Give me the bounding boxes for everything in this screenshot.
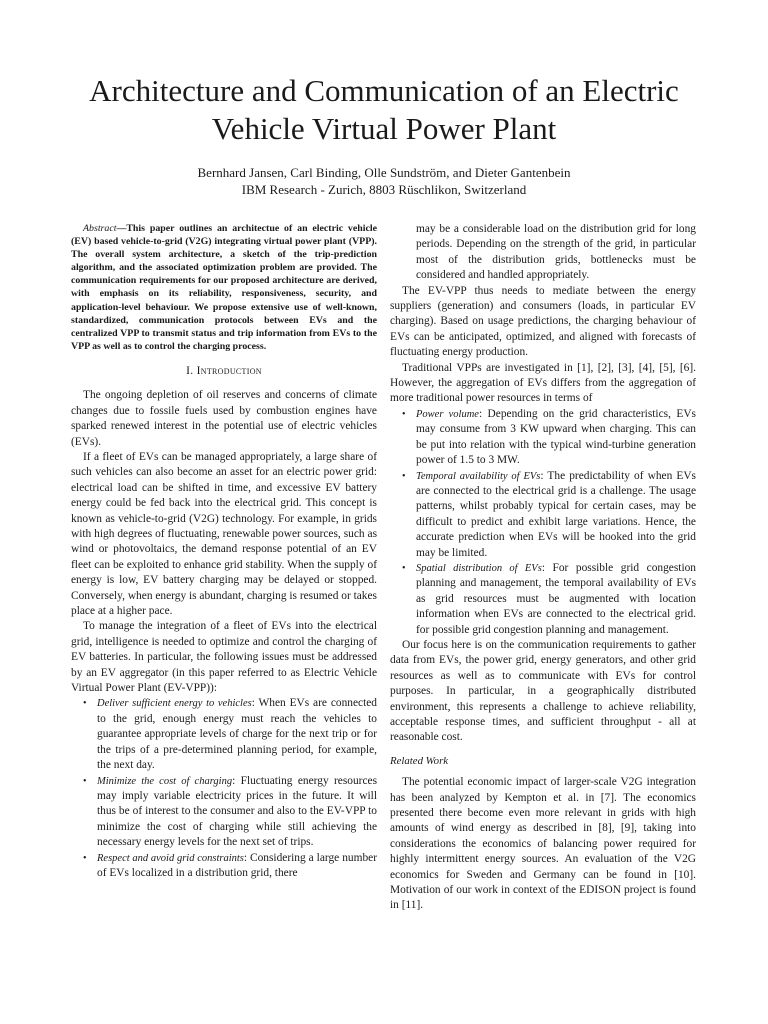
intro-paragraph-4: The EV-VPP thus needs to mediate between the energy suppliers (generation) and consumers (loads, in particular EV charging). Based on usage predictions, the charging behaviour of EVs can be anticipated, optimized, and aligned with forecasts of fluctuating energy production.	[390, 284, 696, 359]
bullet-icon: •	[83, 698, 87, 710]
related-work-paragraph: The potential economic impact of larger-scale V2G integration has been analyzed by Kempton et al. in [7]. The economics presented there become even more relevant in grids with high amounts of wind energy as described in [8], [9], taking into considerations the economics of balancing power required for highly intermittent energy sources. An evaluation of the V2G economics for Sweden and Germany can be found in [10]. Motivation of our work in context of the EDISON project is found in [11].	[390, 776, 696, 912]
section-title: Introduction	[196, 364, 262, 377]
abstract-text: —This paper outlines an architectue of an electric vehicle (EV) based vehicle-to-grid (V2G) integrating virtual power plant (VPP). The overall system architecture, a sketch of the trip-prediction algorithm, and the associated optimization problem are provided. The communication requirements for our proposed architecture are derived, with emphasis on its reliability, responsiveness, security, and application-level behaviour. We propose extensive use of well-known, standardized, communication protocols between EVs and the centralized VPP to transmit status and trip information from EVs to the VPP as well as to control the charging process.	[71, 223, 377, 352]
author-block	[40, 164, 728, 198]
intro-paragraph-6: Our focus here is on the communication requirements to gather data from EVs, the power grid, energy generators, and other grid resources as well as to communicate with EVs for control purposes. In particular, in a geographically distributed environment, this represents a challenge to achieve reliability, acceptable response times, and sufficient throughput - all at reasonable cost.	[390, 638, 696, 744]
list-item-term: Spatial distribution of EVs	[416, 562, 542, 574]
list-item-text: : Considering a large number of EVs localized in a distribution grid, there	[97, 851, 377, 879]
list-item-continuation: may be a considerable load on the distribution grid for long periods. Depending on the strength of the grid, in particular most of the distribution grids, bottlenecks must be considered and handled appropriately.	[416, 223, 696, 282]
intro-paragraph-5: Traditional VPPs are investigated in [1], [2], [3], [4], [5], [6]. However, the aggregation of EVs differs from the aggregation of more traditional power resources in terms of	[390, 361, 696, 405]
list-item-term: Power volume	[416, 408, 479, 420]
right-column	[390, 222, 696, 914]
section-number: I.	[186, 364, 194, 377]
list-item	[71, 774, 377, 851]
left-column	[71, 222, 377, 881]
bullet-icon: •	[402, 562, 406, 574]
author-affiliation: IBM Research - Zurich, 8803 Rüschlikon, Switzerland	[241, 182, 527, 197]
list-item-term: Temporal availability of EVs	[416, 470, 541, 482]
paper-title	[40, 72, 728, 148]
list-item-term: Deliver sufficient energy to vehicles	[97, 698, 252, 710]
issues-list	[71, 696, 377, 881]
list-item	[390, 407, 696, 469]
subsection-title: Related Work	[390, 754, 449, 767]
title-line-2: Vehicle Virtual Power Plant	[211, 111, 557, 146]
abstract-label: Abstract	[83, 223, 117, 234]
list-item-text: : When EVs are connected to the grid, enough energy must reach the vehicles to guarantee appropriate levels of charge for the next trip or for the trips of a pre-determined planning period, for example, the next day.	[97, 697, 377, 772]
list-item-text: : Depending on the grid characteristics, EVs may consume from 3 KW upward when charging. This can be put into relation with the typical wind-turbine generation power of 1.5 to 3 MW.	[416, 407, 696, 467]
title-line-1: Architecture and Communication of an Electric	[89, 73, 679, 108]
bullet-icon: •	[83, 852, 87, 864]
list-item-text: : Fluctuating energy resources may imply variable electricity prices in the future. It will thus be of interest to the consumer and also to the EV-VPP to minimize the cost of charging while still achieving the necessary energy levels for the next set of trips.	[97, 774, 378, 849]
differences-list	[390, 407, 696, 638]
intro-paragraph-3: To manage the integration of a fleet of EVs into the electrical grid, intelligence is needed to optimize and control the charging of EV batteries. In particular, the following issues must be addressed by an EV aggregator (in this paper referred to as Electric Vehicle Virtual Power Plant (EV-VPP)):	[71, 620, 377, 695]
bullet-icon: •	[402, 408, 406, 420]
list-item	[71, 851, 377, 882]
bullet-icon: •	[83, 775, 87, 787]
list-item	[71, 696, 377, 773]
list-item-text: : The predictability of when EVs are connected to the electrical grid is a challenge. The usage patterns, whilst probably typical for certain cases, may be difficult to predict and exhibit large variations. Hence, the accurate prediction when EVs will be hooked into the grid may be limited.	[416, 469, 696, 559]
list-item	[390, 469, 696, 561]
abstract	[71, 222, 377, 353]
list-item-term: Respect and avoid grid constraints	[97, 852, 244, 864]
author-names: Bernhard Jansen, Carl Binding, Olle Sundström, and Dieter Gantenbein	[197, 165, 571, 180]
bullet-icon: •	[402, 470, 406, 482]
list-item-term: Minimize the cost of charging	[97, 775, 233, 787]
intro-paragraph-2: If a fleet of EVs can be managed appropriately, a large share of such vehicles can also become an asset for an electric power grid: electrical load can be shifted in time, and excessive EV battery energy could be fed back into the electrical grid. This concept is known as vehicle-to-grid (V2G) technology. For example, in grids with high degrees of fluctuating, renewable power sources, such as wind or photovoltaics, the demand response potential of an EV fleet can be exploited to enhance grid stability. When the supply of energy is low, EV battery charging may be delayed or stopped. Conversely, when energy is abundant, charging is resumed or takes place at a higher pace.	[71, 450, 377, 618]
list-item-text: : For possible grid congestion planning and management, the temporal availability of EVs as grid resources must be augmented with location information when EVs are connected to the electrical grid. for possible grid congestion planning and management.	[416, 561, 697, 636]
section-heading	[71, 364, 377, 379]
intro-paragraph-1: The ongoing depletion of oil reserves and concerns of climate changes due to fossile fuels used by combustion engines have sparked renewed interest in the potential use of electric vehicles (EVs).	[71, 389, 377, 448]
list-item	[390, 561, 696, 638]
